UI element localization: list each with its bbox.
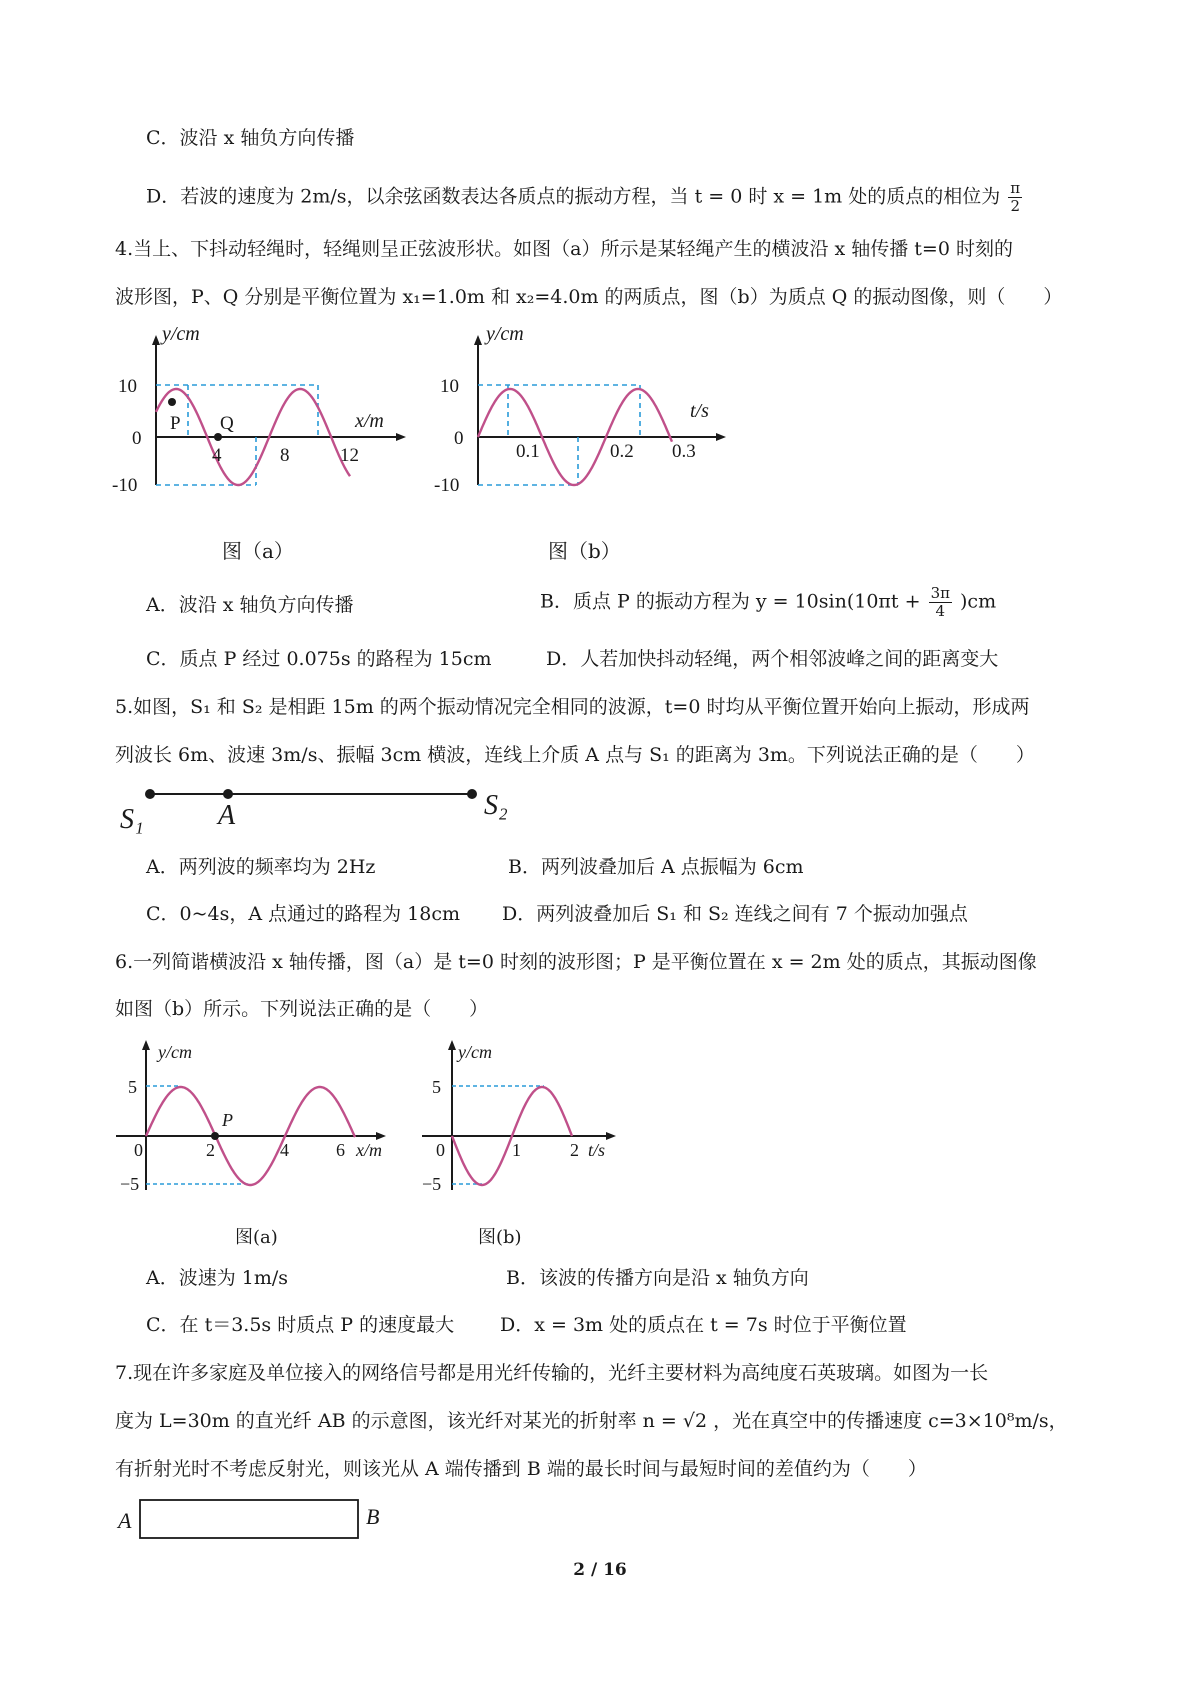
tick-t-1: 1 bbox=[512, 1140, 521, 1160]
t-axis-label: t/s bbox=[588, 1140, 606, 1160]
y-axis-arrow bbox=[448, 1040, 456, 1050]
point-s1 bbox=[145, 789, 155, 799]
y-axis-label: y/cm bbox=[486, 323, 524, 345]
label-a: A bbox=[118, 1508, 132, 1533]
q5-stem-line1: 5.如图，S₁ 和 S₂ 是相距 15m 的两个振动情况完全相同的波源，t=0 时均从平衡位置开始向上振动，形成两 bbox=[115, 696, 1030, 718]
tick-t-0.3: 0.3 bbox=[672, 441, 696, 462]
q4-option-c: C．质点 P 经过 0.075s 的路程为 15cm bbox=[146, 648, 492, 670]
point-a bbox=[223, 789, 233, 799]
tick-y-neg10: -10 bbox=[434, 475, 460, 496]
label-a: A bbox=[218, 800, 236, 831]
x-axis-arrow bbox=[606, 1132, 616, 1140]
tick-y-5: 5 bbox=[128, 1077, 137, 1097]
q7-stem-line3: 有折射光时不考虑反射光，则该光从 A 端传播到 B 端的最长时间与最短时间的差值约为（ ） bbox=[115, 1458, 927, 1480]
t-axis-label: t/s bbox=[690, 400, 709, 422]
q4-caption-a: 图（a） bbox=[222, 539, 294, 563]
point-q bbox=[214, 433, 222, 441]
point-s2 bbox=[467, 789, 477, 799]
tick-x-2: 2 bbox=[206, 1140, 215, 1160]
label-b: B bbox=[366, 1504, 380, 1529]
tick-t-0.1: 0.1 bbox=[516, 441, 540, 462]
x-axis-label: x/m bbox=[356, 1140, 382, 1160]
y-axis-label: y/cm bbox=[162, 323, 200, 345]
q6-figure-b bbox=[420, 1040, 640, 1210]
q4-stem-line2: 波形图，P、Q 分别是平衡位置为 x₁=1.0m 和 x₂=4.0m 的两质点，图（b）为质点 Q 的振动图像，则（ ） bbox=[115, 286, 1063, 308]
q5-option-b: B．两列波叠加后 A 点振幅为 6cm bbox=[508, 856, 804, 878]
q5-option-c: C．0~4s，A 点通过的路程为 18cm bbox=[146, 903, 461, 925]
q4-option-b bbox=[540, 585, 996, 620]
tick-y-0: 0 bbox=[132, 428, 142, 449]
q3-option-d bbox=[146, 180, 1024, 215]
q6-option-b: B．该波的传播方向是沿 x 轴负方向 bbox=[506, 1267, 809, 1289]
q7-fiber-figure bbox=[110, 1495, 400, 1545]
q5-figure bbox=[110, 780, 530, 840]
fraction-denominator: 4 bbox=[935, 602, 946, 620]
x-axis-arrow bbox=[716, 433, 726, 441]
fiber-rectangle bbox=[140, 1500, 358, 1538]
tick-x-4: 4 bbox=[212, 445, 222, 466]
y-axis-label: y/cm bbox=[158, 1042, 192, 1062]
label-s1: S₁ bbox=[120, 804, 144, 835]
y-axis-arrow bbox=[152, 335, 160, 345]
page-number: 2 / 16 bbox=[573, 1560, 627, 1580]
fraction-denominator: 2 bbox=[1010, 197, 1020, 215]
fraction bbox=[1008, 180, 1022, 215]
q3-option-c: C．波沿 x 轴负方向传播 bbox=[146, 127, 355, 149]
x-axis-label: x/m bbox=[355, 410, 384, 432]
fraction bbox=[929, 585, 952, 620]
tick-x-4: 4 bbox=[280, 1140, 289, 1160]
q5-option-d: D．两列波叠加后 S₁ 和 S₂ 连线之间有 7 个振动加强点 bbox=[502, 903, 968, 925]
q4-stem-line1: 4.当上、下抖动轻绳时，轻绳则呈正弦波形状。如图（a）所示是某轻绳产生的横波沿 x 轴传播 t=0 时刻的 bbox=[115, 238, 1013, 260]
q6-caption-b: 图(b) bbox=[478, 1227, 522, 1248]
tick-y-neg5: −5 bbox=[120, 1174, 140, 1194]
q4-option-b-tail: )cm bbox=[960, 590, 997, 613]
x-axis-arrow bbox=[396, 433, 406, 441]
guide-lines bbox=[156, 385, 318, 485]
q7-stem-line1: 7.现在许多家庭及单位接入的网络信号都是用光纤传输的，光纤主要材料为高纯度石英玻璃。如图为一长 bbox=[115, 1362, 989, 1384]
q6-stem-line1: 6.一列简谐横波沿 x 轴传播，图（a）是 t=0 时刻的波形图；P 是平衡位置在 x = 2m 处的质点，其振动图像 bbox=[115, 951, 1037, 973]
q4-option-a: A．波沿 x 轴负方向传播 bbox=[146, 594, 354, 616]
tick-y-0: 0 bbox=[454, 428, 464, 449]
q6-option-a: A．波速为 1m/s bbox=[146, 1267, 289, 1289]
label-s2: S₂ bbox=[484, 790, 508, 821]
tick-y-0: 0 bbox=[134, 1140, 143, 1160]
q3-option-d-text: D．若波的速度为 2m/s，以余弦函数表达各质点的振动方程，当 t = 0 时 x = 1m 处的质点的相位为 bbox=[146, 185, 1001, 208]
q4-figure-a bbox=[110, 323, 410, 515]
q6-figure-a bbox=[110, 1040, 410, 1210]
tick-y-10: 10 bbox=[118, 376, 137, 397]
label-p: P bbox=[222, 1110, 233, 1130]
x-axis-arrow bbox=[376, 1132, 386, 1140]
q6-stem-line2: 如图（b）所示。下列说法正确的是（ ） bbox=[115, 998, 489, 1020]
y-axis-arrow bbox=[474, 335, 482, 345]
point-p bbox=[211, 1132, 219, 1140]
guide-lines bbox=[478, 385, 640, 485]
tick-x-12: 12 bbox=[340, 445, 359, 466]
q4-caption-b: 图（b） bbox=[548, 539, 621, 563]
tick-y-neg5: −5 bbox=[422, 1174, 442, 1194]
q6-option-d: D．x = 3m 处的质点在 t = 7s 时位于平衡位置 bbox=[500, 1314, 907, 1336]
q5-option-a: A．两列波的频率均为 2Hz bbox=[146, 856, 376, 878]
fraction-numerator: π bbox=[1010, 179, 1021, 197]
tick-t-2: 2 bbox=[570, 1140, 579, 1160]
tick-t-0.2: 0.2 bbox=[610, 441, 634, 462]
q7-stem-line2: 度为 L=30m 的直光纤 AB 的示意图，该光纤对某光的折射率 n = √2 ，光在真空中的传播速度 c=3×10⁸m/s， bbox=[115, 1410, 1068, 1432]
q4-option-d: D．人若加快抖动轻绳，两个相邻波峰之间的距离变大 bbox=[546, 648, 999, 670]
fraction-numerator: 3π bbox=[930, 584, 950, 602]
tick-y-5: 5 bbox=[432, 1077, 441, 1097]
label-q: Q bbox=[220, 413, 234, 434]
y-axis-arrow bbox=[142, 1040, 150, 1050]
y-axis-label: y/cm bbox=[458, 1042, 492, 1062]
label-p: P bbox=[170, 413, 181, 434]
tick-y-0: 0 bbox=[436, 1140, 445, 1160]
tick-y-10: 10 bbox=[440, 376, 459, 397]
q6-caption-a: 图(a) bbox=[235, 1227, 278, 1248]
q6-option-c: C．在 t＝3.5s 时质点 P 的速度最大 bbox=[146, 1314, 455, 1336]
q5-stem-line2: 列波长 6m、波速 3m/s、振幅 3cm 横波，连线上介质 A 点与 S₁ 的距离为 3m。下列说法正确的是（ ） bbox=[115, 744, 1035, 766]
tick-y-neg10: -10 bbox=[112, 475, 138, 496]
tick-x-6: 6 bbox=[336, 1140, 345, 1160]
tick-x-8: 8 bbox=[280, 445, 290, 466]
point-p bbox=[168, 398, 176, 406]
q4-option-b-text: B．质点 P 的振动方程为 y = 10sin(10πt + bbox=[540, 590, 921, 613]
q4-figure-b bbox=[434, 323, 740, 515]
